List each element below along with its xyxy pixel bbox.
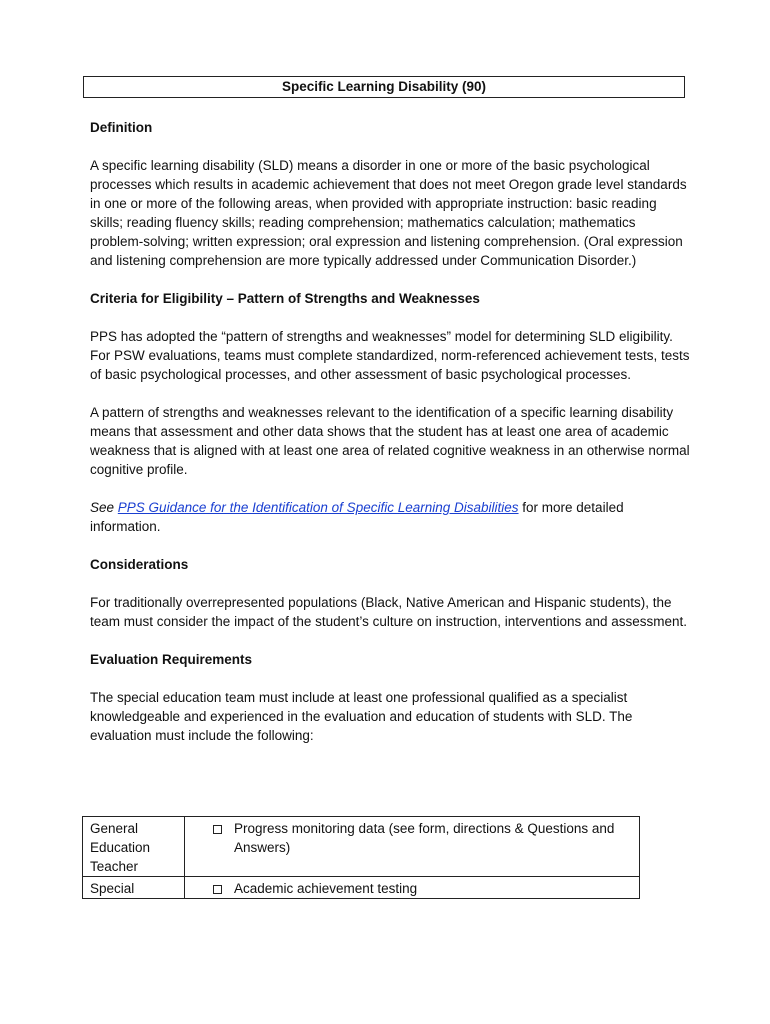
considerations-paragraph: For traditionally overrepresented populations (Black, Native American and Hispanic students), the team must consider the impact of the student’s culture on instruction, interventions and assessment. <box>90 595 688 629</box>
table-row <box>83 817 640 877</box>
item-cell <box>185 877 640 899</box>
considerations-heading: Considerations <box>90 557 189 572</box>
role-cell: General Education Teacher <box>83 817 185 877</box>
evaluation-heading: Evaluation Requirements <box>90 652 253 667</box>
role-cell: Special <box>83 877 185 899</box>
definition-paragraph: A specific learning disability (SLD) means a disorder in one or more of the basic psychological processes which results in academic achievement that does not meet Oregon grade level standards in one or more of the following areas, when provided with appropriate instruction: basic reading skills; reading fluency skills; reading comprehension; mathematics calculation; mathematics problem-solving; written expression; oral expression and listening comprehension. (Oral expression and listening comprehension are more typically addressed under Communication Disorder.) <box>90 158 687 268</box>
definition-heading: Definition <box>90 120 153 135</box>
criteria-heading: Criteria for Eligibility – Pattern of Strengths and Weaknesses <box>90 291 480 306</box>
table-row <box>83 877 640 899</box>
criteria-paragraph-2: A pattern of strengths and weaknesses relevant to the identification of a specific learning disability means that assessment and other data shows that the student has at least one area of academic weakness that is aligned with at least one area of related cognitive weakness in an otherwise normal cognitive profile. <box>90 405 690 477</box>
checkbox-icon[interactable] <box>213 885 222 894</box>
item-cell <box>185 817 640 877</box>
see-guidance-paragraph <box>90 498 690 536</box>
item-text: Academic achievement testing <box>234 881 418 896</box>
document-title: Specific Learning Disability (90) <box>83 76 685 98</box>
checkbox-icon[interactable] <box>213 825 222 834</box>
evaluation-requirements-table <box>82 816 640 899</box>
pps-guidance-link[interactable]: PPS Guidance for the Identification of Specific Learning Disabilities <box>117 500 519 515</box>
see-prefix: See <box>90 500 115 515</box>
see-suffix: for more detailed information. <box>90 500 624 534</box>
evaluation-paragraph: The special education team must include at least one professional qualified as a specialist knowledgeable and experienced in the evaluation and education of students with SLD. The evaluation must include the following: <box>90 690 633 743</box>
document-body <box>90 118 690 745</box>
item-text: Progress monitoring data (see form, directions & Questions and Answers) <box>234 821 615 855</box>
criteria-paragraph-1: PPS has adopted the “pattern of strengths and weaknesses” model for determining SLD eligibility. For PSW evaluations, teams must complete standardized, norm-referenced achievement tests, tests of basic psychological processes, and other assessment of basic psychological processes. <box>90 329 690 382</box>
